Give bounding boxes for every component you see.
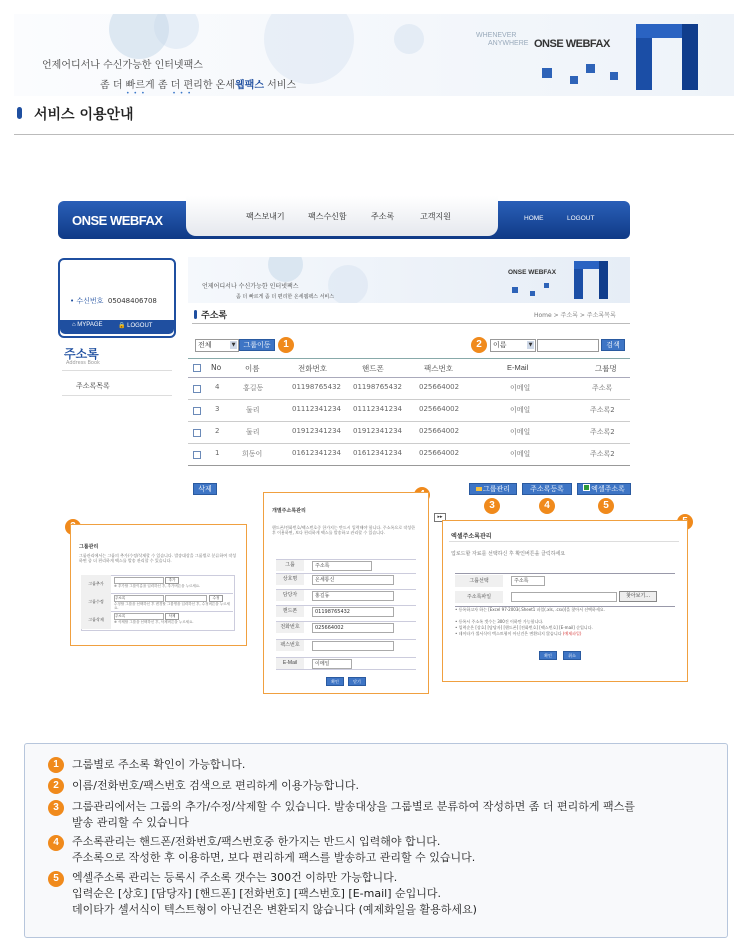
row-name: 희동이 [242, 450, 263, 458]
side-divider [62, 395, 172, 396]
row-divider [188, 465, 630, 466]
excel-icon [583, 484, 590, 491]
confirm-button[interactable]: 확인 [539, 651, 557, 660]
marker-5: 5 [598, 498, 614, 514]
row-no: 2 [215, 427, 220, 435]
inner-banner-text: 언제어디서나 수신가능한 인터넷팩스 [202, 283, 299, 290]
row-hint: ※ 추가할 그룹이름을 입력하신 후, 추가버튼을 누르세요. [114, 584, 201, 588]
field-mobile: 핸드폰 01198765432 [276, 605, 416, 617]
popup-scroll-toggle[interactable]: ▸▸ [434, 513, 446, 522]
email-input[interactable]: 이메일 [312, 659, 352, 669]
row-fax: 025664002 [419, 405, 460, 413]
browse-button[interactable]: 찾아보기... [619, 591, 657, 602]
group-select-label: 그룹선택 [455, 575, 503, 587]
row-group: 주소록2 [590, 450, 615, 458]
group-add-row [81, 575, 233, 594]
file-label: 주소록파일 [455, 591, 503, 603]
group-edit-row [81, 593, 233, 612]
excel-group-select[interactable]: 주소록 [511, 576, 545, 586]
nav-fax-send[interactable]: 팩스보내기 [246, 212, 285, 221]
note-5-line-3: 데이타가 셀서식이 텍스트형이 아닌건은 변환되지 않습니다 (예제화일을 활용하세요) [72, 903, 477, 916]
row-group: 주소록2 [590, 406, 615, 414]
group-delete-row [81, 611, 233, 629]
group-edit-select[interactable]: 주소록 [114, 595, 164, 602]
banner-tagline: 언제어디서나 수신가능한 인터넷팩스 [42, 60, 203, 71]
row-checkbox[interactable] [193, 407, 201, 415]
table-row[interactable] [188, 422, 630, 443]
logout-button[interactable]: 🔒 LOGOUT [118, 323, 153, 329]
top-banner [14, 14, 734, 96]
row-name: 둘리 [246, 428, 260, 436]
group-delete-select[interactable]: 주소록 [114, 613, 164, 620]
user-number: • 수신번호 05048406708 [70, 297, 157, 305]
field-company: 상호명 온세통신 [276, 573, 416, 585]
popup-desc: 업로드할 자료를 선택하신 후 확인버튼을 클릭하세요 [451, 551, 566, 557]
row-no: 1 [215, 449, 220, 457]
banner-cube-icon [586, 64, 595, 73]
row-hint: ※ 삭제할 그룹을 선택하신 후, 삭제버튼을 누르세요. [114, 620, 194, 624]
banner-subline: 좀 더 빠르게 좀 더 편리한 온세웹팩스 서비스 [100, 80, 297, 91]
banner-cube-icon [570, 76, 578, 84]
field-group: 그룹 주소록 [276, 559, 416, 571]
note-5-line-1: 엑셀주소록 관리는 등록시 주소록 갯수는 300건 이하만 가능합니다. [72, 871, 398, 884]
banner-dots: ••• ••• [126, 90, 195, 96]
search-input[interactable] [537, 339, 599, 352]
excel-note: • 데이타가 셀서식이 텍스트형이 아닌건은 변환되지 않습니다 (예제파일) [455, 631, 582, 636]
note-marker-5: 5 [48, 871, 64, 887]
banner-n-logo-icon [636, 24, 698, 90]
popup-title: 엑셀주소록관리 [451, 533, 492, 540]
note-marker-1: 1 [48, 757, 64, 773]
address-register-button[interactable]: 주소록등록 [522, 483, 572, 495]
col-header-group: 그룹명 [595, 364, 617, 373]
note-1: 그룹별로 주소록 확인이 가능합니다. [72, 758, 246, 771]
row-mobile: 01612341234 [353, 449, 402, 457]
chevron-down-icon: ▼ [528, 342, 533, 348]
group-add-button[interactable]: 추가 [165, 577, 179, 584]
row-name: 홍길동 [243, 384, 264, 392]
inner-banner [188, 257, 630, 303]
search-button[interactable]: 검색 [601, 339, 625, 351]
banner-logo: ONSE WEBFAX [534, 38, 610, 50]
note-marker-4: 4 [48, 835, 64, 851]
side-divider [62, 370, 172, 371]
row-checkbox[interactable] [193, 451, 201, 459]
search-field-select[interactable]: 이름 ▼ [490, 339, 536, 352]
group-manage-popup [70, 524, 247, 646]
inner-cube-icon [530, 291, 535, 296]
popup-desc: 그룹관리에서는 그룹의 추가/수정/삭제할 수 있습니다. 발송대상을 그룹별로 분류하여 작성하면 좀 더 편리하게 팩스를 발송 관리할 수 있습니다. [79, 553, 237, 563]
row-email: 이메일 [510, 384, 531, 392]
note-4-line-1: 주소록관리는 핸드폰/전화번호/팩스번호중 한가지는 반드시 입력해야 합니다. [72, 835, 441, 848]
table-row[interactable] [188, 400, 630, 421]
row-name: 둘리 [246, 406, 260, 414]
popup-desc: 핸드폰/전화번호/팩스번호중 한가지는 반드시 입력해야 합니다. 주소록으로 작성한 후 이용하면, 보다 편리하게 팩스를 발송하고 관리할 수 있습니다. [272, 525, 415, 535]
row-phone: 01912341234 [292, 427, 341, 435]
breadcrumb: Home > 주소록 > 주소록목록 [534, 312, 616, 319]
fax-input[interactable] [312, 641, 394, 651]
row-fax: 025664002 [419, 427, 460, 435]
row-email: 이메일 [510, 428, 531, 436]
company-input[interactable]: 온세통신 [312, 575, 394, 585]
row-mobile: 01912341234 [353, 427, 402, 435]
section-divider [14, 134, 734, 135]
marker-4: 4 [539, 498, 555, 514]
nav-home-link[interactable]: HOME [524, 215, 544, 222]
group-manage-button[interactable]: 그룹관리 [469, 483, 517, 495]
excel-note: • 등록시 주소록 갯수는 300건 이하만 가능합니다. [455, 619, 544, 624]
cancel-button[interactable]: 취소 [563, 651, 581, 660]
excel-address-button[interactable]: 엑셀주소록 [577, 483, 631, 495]
section-title: 서비스 이용안내 [34, 107, 134, 123]
delete-button[interactable]: 삭제 [193, 483, 217, 495]
marker-1: 1 [278, 337, 294, 353]
group-select[interactable]: 주소록 [312, 561, 372, 571]
group-delete-button[interactable]: 삭제 [165, 613, 179, 620]
title-divider [192, 323, 630, 324]
confirm-button[interactable]: 확인 [326, 677, 344, 686]
nav-support[interactable]: 고객지원 [420, 212, 451, 221]
note-marker-3: 3 [48, 800, 64, 816]
row-mobile: 01112341234 [353, 405, 402, 413]
row-label: 그룹수정 [81, 593, 111, 611]
note-5-line-2: 입력순은 [상호] [담당자] [핸드폰] [전화번호] [팩스번호] [E-mail] 순입니다. [72, 887, 441, 900]
chevron-down-icon: ▼ [231, 342, 236, 348]
field-phone: 전화번호 025664002 [276, 621, 416, 633]
section-title-marker [17, 107, 22, 119]
inner-cube-icon [512, 287, 518, 293]
row-mobile: 01198765432 [353, 383, 402, 391]
nav-logout-link[interactable]: LOGOUT [567, 215, 595, 222]
group-edit-input[interactable] [165, 595, 207, 602]
row-email: 이메일 [510, 450, 531, 458]
individual-address-popup [263, 492, 429, 694]
col-header-fax: 팩스번호 [424, 364, 453, 373]
col-header-mobile: 핸드폰 [362, 364, 384, 373]
row-group: 주소록2 [590, 428, 615, 436]
popup-divider [449, 541, 679, 542]
page-title-marker [194, 310, 197, 319]
field-email: E-Mail 이메일 [276, 657, 416, 670]
folder-icon [476, 487, 482, 491]
col-header-no: No [211, 363, 222, 372]
row-checkbox[interactable] [193, 385, 201, 393]
banner-logo-small: WHENEVER ANYWHERE [476, 32, 529, 47]
group-move-button[interactable]: 그룹이동 [239, 339, 275, 351]
note-marker-2: 2 [48, 778, 64, 794]
col-header-phone: 전화번호 [298, 364, 327, 373]
page-title: 주소록 [201, 311, 228, 321]
mypage-button[interactable]: ⌂ MYPAGE [72, 322, 103, 328]
inner-banner-logo: ONSE WEBFAX [508, 269, 557, 276]
row-no: 3 [215, 405, 220, 413]
row-phone: 01198765432 [292, 383, 341, 391]
nav-address-book[interactable]: 주소록 [371, 212, 395, 221]
side-item-address-list[interactable]: 주소록목록 [76, 382, 110, 390]
group-filter-select[interactable]: 전체 ▼ [195, 339, 239, 352]
row-label: 그룹추가 [81, 575, 111, 593]
side-title: 주소록 [64, 347, 99, 361]
note-4-line-2: 주소록으로 작성한 후 이용하면, 보다 편리하게 팩스를 발송하고 관리할 수 있습니다. [72, 851, 476, 864]
table-header-top-border [188, 358, 630, 359]
inner-cube-icon [544, 283, 549, 288]
table-row[interactable] [188, 444, 630, 465]
table-row[interactable] [188, 378, 630, 399]
row-no: 4 [215, 383, 220, 391]
row-fax: 025664002 [419, 449, 460, 457]
row-checkbox[interactable] [193, 429, 201, 437]
banner-cube-icon [542, 68, 552, 78]
group-edit-button[interactable]: 수정 [209, 595, 223, 602]
phone-input[interactable]: 025664002 [312, 623, 394, 633]
row-label: 그룹삭제 [81, 611, 111, 629]
inner-n-logo-icon [574, 261, 608, 299]
close-button[interactable]: 닫기 [348, 677, 366, 686]
nav-fax-inbox[interactable]: 팩스수신함 [308, 212, 347, 221]
contact-input[interactable]: 홍길동 [312, 591, 394, 601]
file-input[interactable] [511, 592, 617, 602]
row-email: 이메일 [510, 406, 531, 414]
popup-title: 개별주소록관리 [272, 508, 306, 514]
row-fax: 025664002 [419, 383, 460, 391]
side-subtitle: Address Book [66, 360, 100, 366]
excel-address-popup [442, 520, 688, 682]
app-logo[interactable]: ONSE WEBFAX [72, 213, 163, 228]
select-all-checkbox[interactable] [193, 364, 201, 372]
marker-3: 3 [484, 498, 500, 514]
group-add-input[interactable] [114, 577, 164, 584]
row-phone: 01612341234 [292, 449, 341, 457]
note-3-line-2: 발송 관리할 수 있습니다 [72, 816, 189, 829]
sample-file-link[interactable]: (예제파일) [562, 631, 582, 636]
mobile-input[interactable]: 01198765432 [312, 607, 394, 617]
note-2: 이름/전화번호/팩스번호 검색으로 편리하게 이용가능합니다. [72, 779, 360, 792]
popup-title: 그룹관리 [79, 544, 99, 550]
col-header-name: 이름 [245, 364, 260, 373]
field-fax: 팩스번호 [276, 639, 416, 651]
note-3-line-1: 그룹관리에서는 그룹의 추가/수정/삭제할 수 있습니다. 발송대상을 그룹별로 분류하여 작성하면 좀 더 편리하게 팩스를 [72, 800, 635, 813]
inner-banner-text: 좀 더 빠르게 좀 더 편리한 온세웹팩스 서비스 [236, 294, 335, 300]
row-group: 주소록 [592, 384, 613, 392]
row-phone: 01112341234 [292, 405, 341, 413]
row-hint: 수정할 그룹을 선택하신 후 변경할 그룹명을 입력하신 후, 수정버튼을 누르세요. [114, 602, 230, 610]
excel-note: • 입력순은 [상호] [담당자] [핸드폰] [전화번호] [팩스번호] [E-mail] 순입니다. [455, 625, 593, 630]
col-header-email: E-Mail [507, 363, 529, 372]
field-contact: 담당자 홍길동 [276, 589, 416, 601]
marker-2: 2 [471, 337, 487, 353]
excel-note: • 등록하고자 하는 [Excel 97-2003(.Sheet1 파일(.xls, .csv)]을 찾아서 선택하세요. [455, 607, 605, 612]
banner-cube-icon [610, 72, 618, 80]
